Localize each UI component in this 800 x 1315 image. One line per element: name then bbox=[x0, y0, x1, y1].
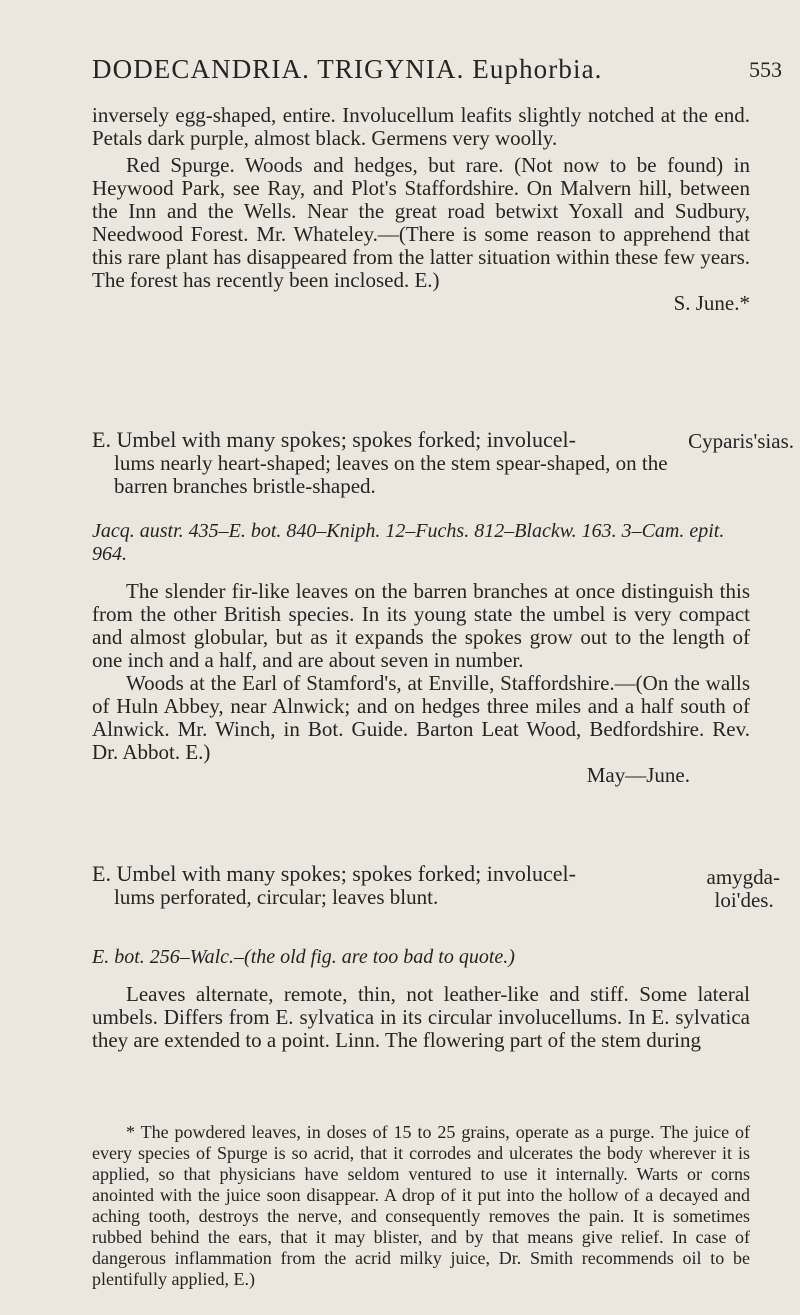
red-spurge-season: S. June.* bbox=[673, 291, 750, 315]
cyparissias-character-line1: E. Umbel with many spokes; spokes forked; involucel- bbox=[92, 427, 576, 452]
page-header bbox=[92, 54, 782, 94]
amygdaloides-details bbox=[92, 946, 750, 1052]
amygdaloides-character-line2: lums perforated, circular; leaves blunt. bbox=[114, 885, 439, 909]
amygdaloides-margin-name-1: amygda- bbox=[706, 865, 780, 889]
amygdaloides-description: Leaves alternate, remote, thin, not leather-like and stiff. Some lateral umbels. Differs from E. sylvatica in its circular involucellums. In E. sylvatica they are extended to a point. Linn. The flowering part of the stem during bbox=[92, 982, 750, 1052]
red-spurge-localities: Red Spurge. Woods and hedges, but rare. (Not now to be found) in Heywood Park, see Ray, and Plot's Staffordshire. On Malvern hill, between the Inn and the Wells. Near the great road betwixt Yoxall and Sudbury, Needwood Forest. Mr. Whateley.—(There is some reason to apprehend that this rare plant has disappeared from the latter situation within these few years. The forest has recently been inclosed. E.) bbox=[92, 153, 750, 292]
cyparissias-margin-name: Cyparis'sias. bbox=[688, 429, 794, 453]
cyparissias-references: Jacq. austr. 435–E. bot. 840–Kniph. 12–Fuchs. 812–Blackw. 163. 3–Cam. epit. 964. bbox=[92, 520, 725, 565]
footnote: * The powdered leaves, in doses of 15 to 25 grains, operate as a purge. The juice of every species of Spurge is so acrid, that it corrodes and ulcerates the body wherever it is applied, so that physicians have seldom ventured to use it internally. Warts or corns anointed with the juice soon disappear. A drop of it put into the hollow of a decayed and aching tooth, destroys the nerve, and consequently removes the pain. It is sometimes rubbed behind the ears, that it may blister, and by that means give relief. In case of dangerous inflammation from the acrid milky juice, Dr. Smith recommends oil to be plentifully applied, E.) bbox=[92, 1122, 750, 1289]
continuation-section bbox=[92, 104, 750, 315]
amygdaloides-character-line1: E. Umbel with many spokes; spokes forked; involucel- bbox=[92, 861, 576, 886]
amygdaloides-margin-name bbox=[707, 866, 780, 912]
page-number: 553 bbox=[749, 57, 782, 82]
amygdaloides-references: E. bot. 256–Walc.–(the old fig. are too bad to quote.) bbox=[92, 946, 515, 968]
running-head: DODECANDRIA. TRIGYNIA. Euphorbia. bbox=[92, 54, 603, 84]
species-amygdaloides bbox=[92, 862, 692, 909]
cyparissias-character-line2: lums nearly heart-shaped; leaves on the stem spear-shaped, on the barren branches bristle-shaped. bbox=[114, 451, 668, 498]
species-cyparissias bbox=[92, 428, 692, 498]
continued-description: inversely egg-shaped, entire. Involucellum leafits slightly notched at the end. Petals dark purple, almost black. Germens very woolly. bbox=[92, 103, 750, 150]
cyparissias-description: The slender fir-like leaves on the barren branches at once distinguish this from the other British species. In its young state the umbel is very compact and almost globular, but as it expands the spokes grow out to the length of one inch and a half, and are about seven in number. bbox=[92, 579, 750, 672]
cyparissias-details bbox=[92, 520, 750, 787]
amygdaloides-margin-name-2: loi'des. bbox=[714, 888, 774, 912]
cyparissias-localities: Woods at the Earl of Stamford's, at Enville, Staffordshire.—(On the walls of Huln Abbey, near Alnwick; and on hedges three miles and a half south of Alnwick. Mr. Winch, in Bot. Guide. Barton Leat Wood, Bedfordshire. Rev. Dr. Abbot. E.) bbox=[92, 671, 750, 764]
cyparissias-season: May—June. bbox=[586, 763, 690, 787]
